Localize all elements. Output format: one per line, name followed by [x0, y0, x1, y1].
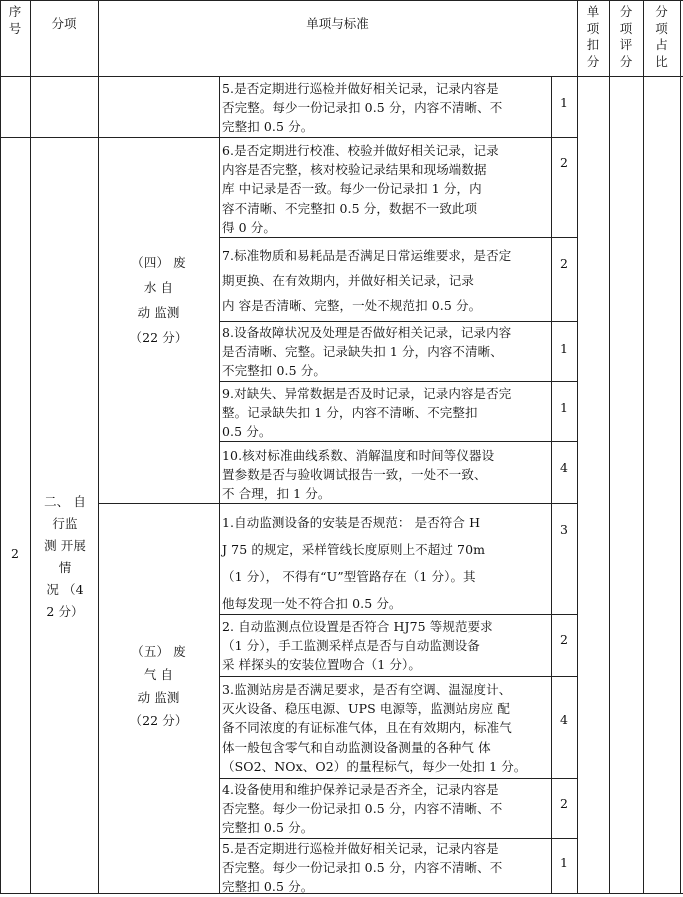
item-points: 2 [559, 796, 569, 811]
item-row: 5.是否定期进行巡检并做好相关记录，记录内容是 否完整。每少一份记录扣 0.5 分，内容不清晰、不 完整扣 0.5 分。 [222, 841, 503, 895]
item-points: 1 [559, 400, 569, 415]
item-row: 6.是否定期进行校准、校验并做好相关记录，记录 内容是否完整，核对校验记录结果和现场端数据 库 中记录是否一致。每少一份记录扣 1 分，内 容不清晰、不完整扣 0.5 分，数据不一致此项 得 0 分。 [222, 143, 499, 235]
item-points: 2 [559, 632, 569, 647]
item-row: 8.设备故障状况及处理是否做好相关记录，记录内容 是否清晰、完整。记录缺失扣 1 分，内容不清晰、 不完整扣 0.5 分。 [222, 325, 512, 379]
item-points: 2 [559, 256, 569, 271]
header-deduct: 单 项 扣 分 [586, 4, 600, 69]
header-seq: 序 号 [8, 4, 22, 36]
item-points: 4 [559, 460, 569, 475]
item-row: 9.对缺失、异常数据是否及时记录，记录内容是否完 整。记录缺失扣 1 分，内容不清晰、不完整扣 0.5 分。 [222, 386, 512, 440]
item-points: 3 [559, 522, 569, 537]
header-ratio: 分 项 占 比 [655, 4, 668, 69]
item-row: 2. 自动监测点位设置是否符合 HJ75 等规范要求 （1 分），手工监测采样点是否与自动监测设备 采 样探头的安装位置吻合（1 分）。 [222, 619, 493, 673]
item-row: 10.核对标准曲线系数、消解温度和时间等仪器设 置参数是否与验收调试报告一致，一处不一致、 不 合理，扣 1 分。 [222, 448, 495, 502]
item-points: 2 [559, 155, 569, 170]
item-row: 5.是否定期进行巡检并做好相关记录，记录内容是 否完整。每少一份记录扣 0.5 分，内容不清晰、不 完整扣 0.5 分。 [222, 81, 503, 135]
header-score: 分 项 评 分 [619, 4, 633, 69]
item-row: 7.标准物质和易耗品是否满足日常运维要求，是否定 期更换、在有效期内，并做好相关记录，记录 内 容是否清晰、完整，一处不规范扣 0.5 分。 [222, 248, 512, 313]
item-points: 1 [559, 95, 569, 110]
item-row: 3.监测站房是否满足要求，是否有空调、温湿度计、 灭火设备、稳压电源、UPS 电源等，监测站房应 配 备不同浓度的有证标准气体，且在有效期内，标准气 体一般包含零气和自动监测设备测量的各种气 体 （SO2、NOx、O2）的量程标气，每少一处扣 1 分。 [222, 682, 527, 774]
header-category: 分项 [51, 16, 77, 31]
item-row: 4.设备使用和维护保养记录是否齐全，记录内容是 否完整。每少一份记录扣 0.5 分，内容不清晰、不 完整扣 0.5 分。 [222, 782, 503, 836]
header-item: 单项与标准 [306, 16, 369, 31]
subcategory-waste-gas: （五） 废 气 自 动 监测 （22 分） [129, 644, 188, 728]
item-points: 1 [559, 341, 569, 356]
seq-number: 2 [10, 546, 20, 561]
item-points: 4 [559, 712, 569, 727]
category-self-monitoring: 二、 自 行监 测 开展 情 况 （4 2 分） [44, 494, 86, 619]
subcategory-wastewater: （四） 废 水 自 动 监测 （22 分） [129, 255, 188, 345]
item-row: 1.自动监测设备的安装是否规范： 是否符合 H J 75 的规定，采样管线长度原则上不超过 70m （1 分）， 不得有“U”型管路存在（1 分）。其 他每发现一处不符合扣 0.5 分。 [222, 515, 486, 611]
item-points: 1 [559, 855, 569, 870]
